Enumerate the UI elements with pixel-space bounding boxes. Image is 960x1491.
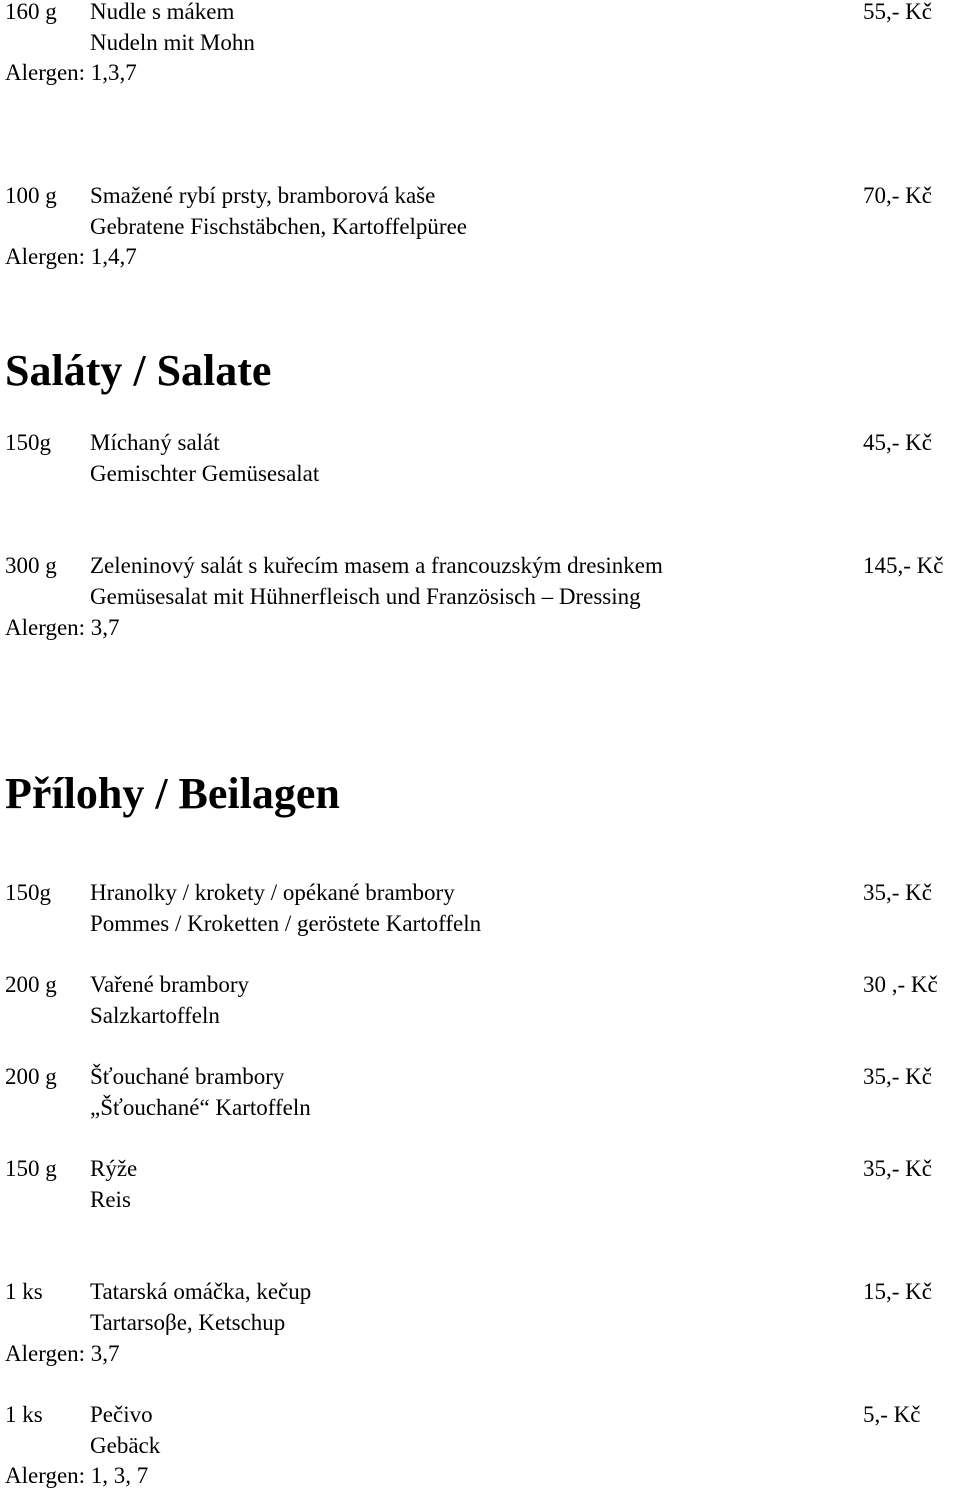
item-name-cz: Rýže — [90, 1156, 138, 1181]
section-heading-sides: Přílohy / Beilagen — [5, 769, 340, 818]
item-price: 15,- Kč — [863, 1279, 932, 1304]
item-qty: 200 g — [5, 972, 57, 997]
item-price: 55,- Kč — [863, 0, 932, 24]
item-name-de: Tartarsoβe, Ketschup — [90, 1310, 286, 1335]
item-allergens: Alergen: 1, 3, 7 — [5, 1463, 149, 1488]
item-name-de: Pommes / Kroketten / geröstete Kartoffeln — [90, 911, 482, 936]
item-qty: 200 g — [5, 1064, 57, 1089]
item-name-de: Nudeln mit Mohn — [90, 30, 255, 55]
item-price: 35,- Kč — [863, 880, 932, 905]
section-heading-salads: Saláty / Salate — [5, 346, 272, 395]
item-qty: 160 g — [5, 0, 57, 24]
item-price: 145,- Kč — [863, 553, 944, 578]
item-name-cz: Zeleninový salát s kuřecím masem a francouzským dresinkem — [90, 553, 663, 578]
item-allergens: Alergen: 1,4,7 — [5, 244, 137, 269]
item-qty: 100 g — [5, 183, 57, 208]
item-name-cz: Pečivo — [90, 1402, 153, 1427]
item-qty: 150g — [5, 430, 51, 455]
item-name-de: Gemüsesalat mit Hühnerfleisch und Französisch – Dressing — [90, 584, 641, 609]
item-allergens: Alergen: 3,7 — [5, 1341, 120, 1366]
item-price: 70,- Kč — [863, 183, 932, 208]
item-qty: 150 g — [5, 1156, 57, 1181]
item-name-cz: Hranolky / krokety / opékané brambory — [90, 880, 455, 905]
item-qty: 150g — [5, 880, 51, 905]
item-name-cz: Nudle s mákem — [90, 0, 235, 24]
item-price: 35,- Kč — [863, 1064, 932, 1089]
item-name-cz: Vařené brambory — [90, 972, 250, 997]
item-qty: 300 g — [5, 553, 57, 578]
item-price: 35,- Kč — [863, 1156, 932, 1181]
item-name-cz: Tatarská omáčka, kečup — [90, 1279, 312, 1304]
item-name-cz: Míchaný salát — [90, 430, 220, 455]
item-name-de: Reis — [90, 1187, 131, 1212]
item-name-de: Salzkartoffeln — [90, 1003, 220, 1028]
item-price: 5,- Kč — [863, 1402, 921, 1427]
item-price: 30 ,- Kč — [863, 972, 938, 997]
item-name-de: Gebratene Fischstäbchen, Kartoffelpüree — [90, 214, 467, 239]
item-qty: 1 ks — [5, 1402, 43, 1427]
item-qty: 1 ks — [5, 1279, 43, 1304]
item-allergens: Alergen: 3,7 — [5, 615, 120, 640]
item-name-cz: Šťouchané brambory — [90, 1064, 285, 1089]
item-name-cz: Smažené rybí prsty, bramborová kaše — [90, 183, 436, 208]
item-price: 45,- Kč — [863, 430, 932, 455]
item-name-de: Gemischter Gemüsesalat — [90, 461, 320, 486]
item-name-de: Gebäck — [90, 1433, 161, 1458]
item-name-de: „Šťouchané“ Kartoffeln — [90, 1095, 311, 1120]
item-allergens: Alergen: 1,3,7 — [5, 60, 137, 85]
